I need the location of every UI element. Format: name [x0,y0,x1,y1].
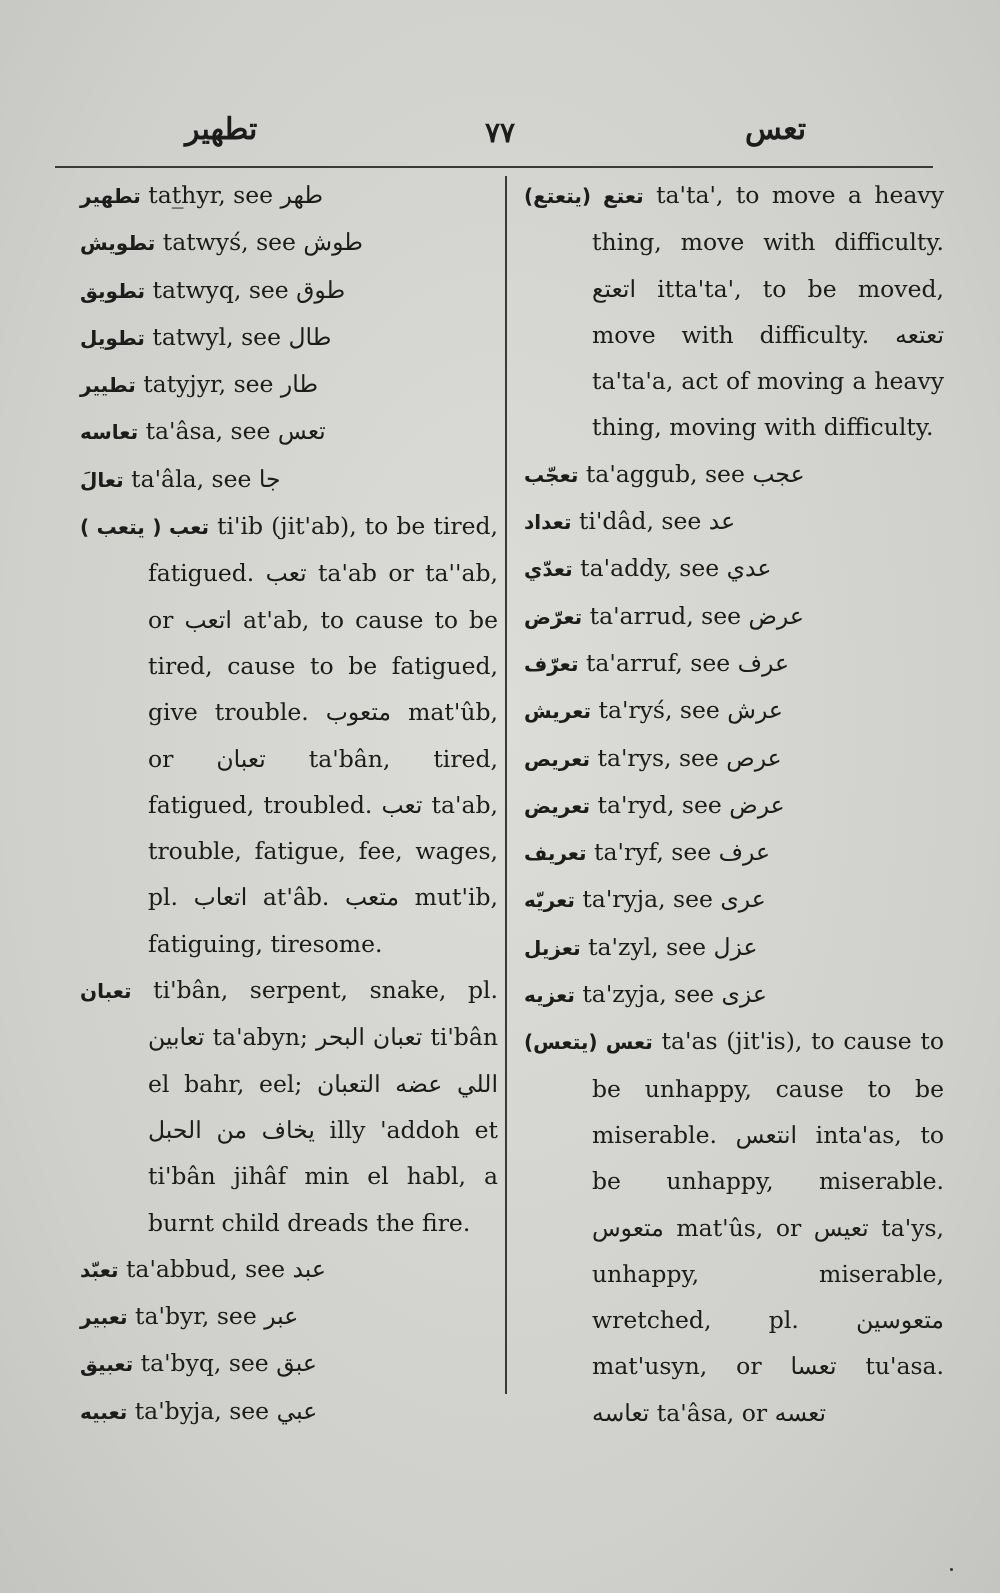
header-rule [55,166,933,168]
entry-tazyja: تعزيه ta'zyja, see عزى [524,980,767,1009]
entry-taryd: تعريض ta'ryd, see عرض [524,790,785,819]
entry-tatyjyr: تطيير tatyjyr, see طار [80,370,319,399]
print-speck [950,1568,953,1571]
entry-taryja: تعريّه ta'ryja, see عرى [524,885,766,914]
entry-taasa: تعاسه ta'âsa, see تعس [80,417,326,446]
entry-tarys-s: تعريص ta'rys, see عرص [524,743,782,772]
header-left-catchword: تطهير [185,112,258,147]
entry-tiban: تعبان ti'bân, serpent, snake, pl. تعابين ta'abyn; تعبان البحر ti'bân el bahr, eel; اللي عضه التعبان يخاف من الحبل illy 'addoh et ti'bân jihâf min el habl, a burnt child dreads the fire. [80,976,498,1237]
entry-tatwyq: تطويق tatwyq, see طوق [80,275,346,304]
entry-taryf: تعريف ta'ryf, see عرف [524,838,770,867]
entry-tata: تعتع (يتعتع) ta'ta', to move a heavy thing, move with difficulty. اتعتع itta'ta', to be moved, move with difficulty. تعتعه ta'ta'a, act of moving a heavy thing, moving with difficulty. [524,181,944,442]
entry-tabyja: تعبيه ta'byja, see عبي [80,1396,318,1425]
entry-taarruf: تعرّف ta'arruf, see عرف [524,648,789,677]
entry-tarys-sh: تعريش ta'ryś, see عرش [524,696,783,725]
entry-taala: تعالَ ta'âla, see جا [80,464,281,493]
entry-taarrud: تعرّض ta'arrud, see عرض [524,601,804,630]
right-column [524,172,944,1436]
entry-taaggub: تعجّب ta'aggub, see عجب [524,459,805,488]
entry-tabyr: تعبير ta'byr, see عبر [80,1302,299,1331]
entry-taaddy: تعدّي ta'addy, see عدي [524,554,772,583]
entry-tazyl: تعزيل ta'zyl, see عزل [524,932,758,961]
page-header [55,112,930,162]
entry-tabyq: تعبيق ta'byq, see عبق [80,1349,317,1378]
header-right-catchword: تعس [745,112,807,147]
entry-taabbud: تعبّد ta'abbud, see عبد [80,1254,326,1283]
left-column [80,172,498,1435]
entry-taas: تعس (يتعس) ta'as (jit'is), to cause to be unhappy, cause to be miserable. انتعس inta'as, to be unhappy, miserable. متعوس mat'ûs, or تعيس ta'ys, unhappy, miserable, wretched, pl. متعوسين mat'usyn, or تعسا tu'asa. تعاسه ta'âsa, or تعسه [524,1027,944,1427]
column-divider [505,176,507,1394]
entry-tathyr: تطهير tat̲hyr, see طهر [80,181,324,209]
entry-tiib: تعب ( يتعب ) ti'ib (jit'ab), to be tired, fatigued. تعب ta'ab or ta''ab, or اتعب at'ab, to cause to be tired, cause to be fatigued, give trouble. متعوب mat'ûb, or تعبان ta'bân, tired, fatigued, troubled. تعب ta'ab, trouble, fatigue, fee, wages, pl. اتعاب at'âb. متعب mut'ib, fatiguing, tiresome. [80,512,498,958]
entry-tatwyl: تطويل tatwyl, see طال [80,322,332,351]
entry-tidad: تعداد ti'dâd, see عد [524,507,736,536]
entry-tatwys: تطويش tatwyś, see طوش [80,228,363,257]
page-number: ٧٧ [485,116,516,149]
